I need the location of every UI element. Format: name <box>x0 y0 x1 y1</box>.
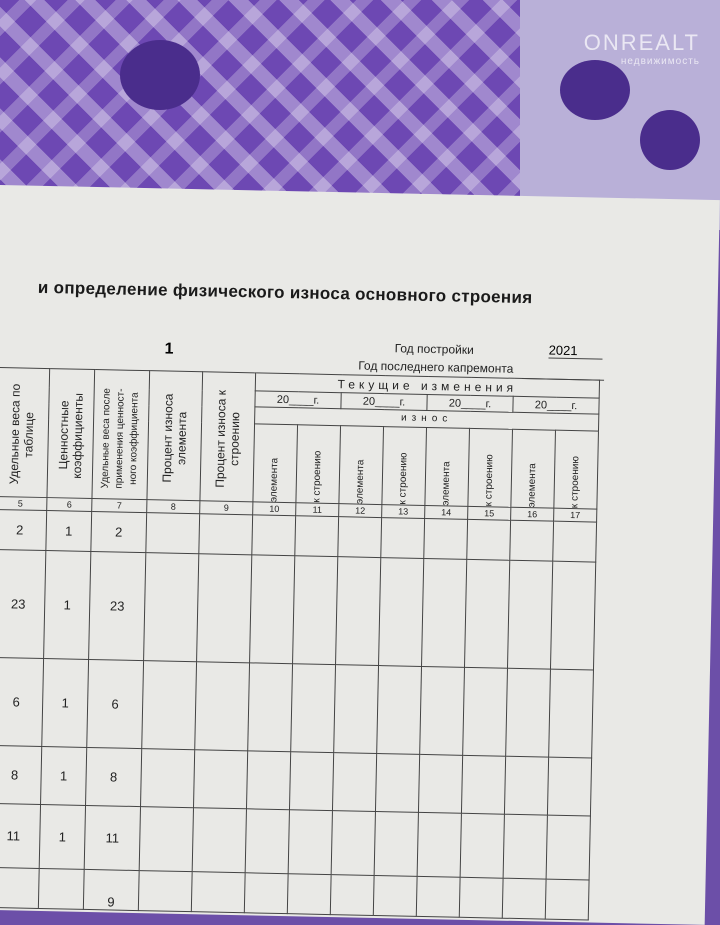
weight-cell: 11 <box>0 803 41 868</box>
weight-cell: 2 <box>0 509 47 550</box>
col-number: 8 <box>147 500 200 514</box>
after-cell: 6 <box>87 659 144 748</box>
col-header-elem-pct-text: Процент износа элемента <box>159 392 190 483</box>
sub-header <box>253 423 298 502</box>
weight-cell <box>0 867 39 908</box>
sub-header-text: элемента <box>526 462 539 508</box>
col-header-weight <box>0 367 50 497</box>
coef-cell: 1 <box>42 659 89 748</box>
col-header-after-text: Удельные веса после применения ценност-ного коэффициента <box>99 388 141 489</box>
year-header: 20____г. <box>341 393 427 411</box>
sub-header-text: элемента <box>354 459 367 504</box>
col-number: 6 <box>47 498 92 512</box>
iznos-header: износ <box>255 407 599 430</box>
col-number: 9 <box>200 501 253 515</box>
build-year-value: 2021 <box>548 343 602 360</box>
col-header-elem-pct <box>147 371 203 501</box>
col-header-after <box>92 370 150 500</box>
watermark <box>584 30 700 67</box>
col-number: 11 <box>296 503 339 517</box>
sub-header <box>468 428 513 507</box>
col-number: 16 <box>511 507 554 521</box>
col-header-coef-text: Ценностные коэффициенты <box>56 392 86 479</box>
col-header-build-pct-text: Процент износа к строению <box>212 389 243 488</box>
sub-header <box>296 424 341 503</box>
after-cell: 11 <box>84 805 140 870</box>
table-row <box>0 803 590 880</box>
col-number: 15 <box>468 506 511 520</box>
fabric-flower <box>640 110 700 170</box>
fabric-flower <box>560 60 630 120</box>
sub-header-text: элемента <box>268 457 281 502</box>
table-row <box>0 549 596 670</box>
after-cell: 8 <box>86 747 142 806</box>
col-header-coef <box>47 369 95 499</box>
sub-header-text: элемента <box>440 461 453 506</box>
sub-header <box>554 430 599 509</box>
coef-cell: 1 <box>44 551 91 660</box>
sub-header <box>425 427 470 506</box>
fabric-flower <box>120 40 200 110</box>
coef-cell <box>38 868 84 909</box>
sub-header <box>339 425 384 504</box>
sub-header <box>511 429 556 508</box>
sub-header-text: к строению <box>569 455 582 509</box>
col-number: 12 <box>339 504 382 518</box>
year-header: 20____г. <box>427 395 513 413</box>
after-cell: 2 <box>91 511 147 552</box>
sub-header <box>382 426 427 505</box>
coef-cell: 1 <box>46 511 92 552</box>
sub-header-text: к строению <box>397 452 410 505</box>
col-number: 5 <box>0 496 47 510</box>
weight-cell: 23 <box>0 549 46 658</box>
table-row <box>0 657 593 758</box>
page-heading: и определение физического износа основного строения <box>37 277 533 308</box>
sub-header-text: к строению <box>311 450 324 503</box>
weight-cell: 6 <box>0 657 44 746</box>
year-header: 20____г. <box>513 397 599 415</box>
col-number: 14 <box>425 505 468 519</box>
col-header-weight-text: Удельные веса по таблице <box>6 383 37 485</box>
weight-cell: 8 <box>0 745 42 804</box>
section-number: 1 <box>164 340 174 358</box>
col-header-build-pct <box>200 372 256 502</box>
after-cell: 9 <box>83 869 139 910</box>
coef-cell: 1 <box>39 804 85 869</box>
watermark-brand: ONREALT <box>583 30 700 55</box>
watermark-sub: недвижимость <box>620 56 700 67</box>
wear-table <box>0 367 600 921</box>
year-header: 20____г. <box>255 391 341 409</box>
build-year-label: Год постройки <box>394 341 474 357</box>
after-cell: 23 <box>89 551 146 660</box>
col-number: 7 <box>92 498 147 512</box>
document-page <box>0 185 720 925</box>
current-changes-header: Текущие изменения <box>255 373 599 398</box>
repair-year-label: Год последнего капремонта <box>358 358 514 376</box>
col-number: 13 <box>382 505 425 519</box>
coef-cell: 1 <box>41 746 87 805</box>
col-number: 10 <box>253 502 296 516</box>
col-number: 17 <box>554 508 597 522</box>
sub-header-text: к строению <box>483 454 496 507</box>
